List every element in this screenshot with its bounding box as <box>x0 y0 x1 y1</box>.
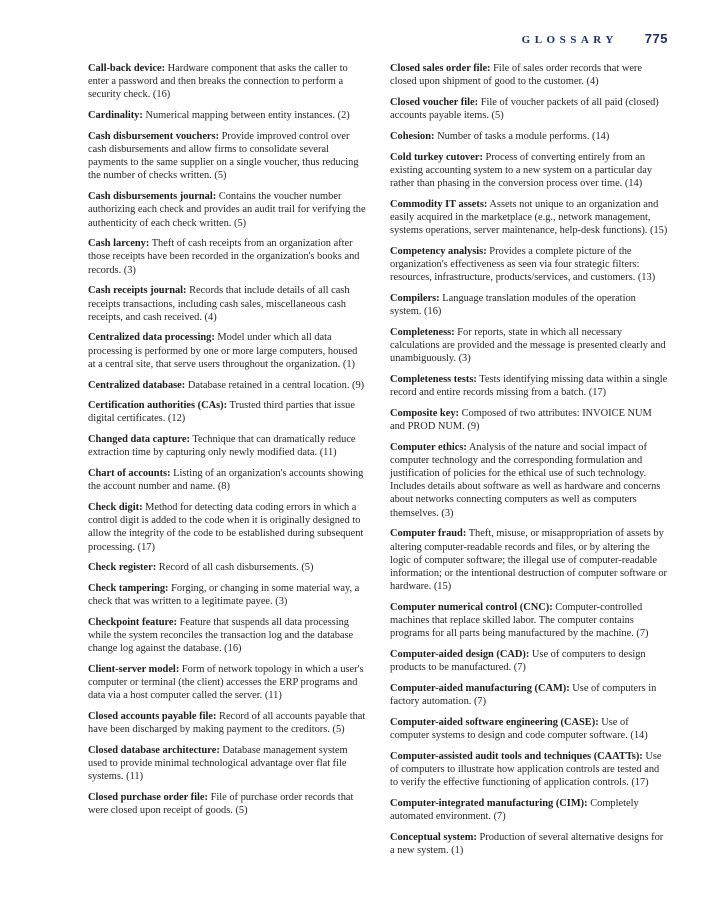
glossary-entry <box>390 750 669 790</box>
glossary-entry <box>88 582 367 608</box>
glossary-entry <box>88 109 367 122</box>
glossary-column-right <box>390 62 669 865</box>
glossary-term: Conceptual system: <box>390 831 477 843</box>
glossary-definition: Theft of cash receipts from an organization after those receipts have been recorded in the organization's books and records. (3) <box>88 238 360 276</box>
glossary-definition: Listing of an organization's accounts showing the account number and name. (8) <box>88 468 364 493</box>
glossary-definition: Forging, or changing in some material way, a check that was written to a legitimate payee. (3) <box>88 583 360 608</box>
glossary-term: Changed data capture: <box>88 434 190 446</box>
running-head <box>88 31 668 46</box>
glossary-entry <box>390 831 669 857</box>
glossary-term: Client-server model: <box>88 664 180 676</box>
glossary-entry <box>88 663 367 703</box>
glossary-definition: Completely automated environment. (7) <box>390 797 639 823</box>
glossary-term: Centralized database: <box>88 379 186 391</box>
glossary-entry <box>390 198 669 238</box>
glossary-entry <box>390 716 669 742</box>
glossary-term: Computer-aided software engineering (CASE): <box>390 716 599 728</box>
glossary-definition: Assets not unique to an organization and easily acquired in the marketplace (e.g., network management, systems operations, server maintenance, help-desk functions). (15) <box>390 198 668 237</box>
glossary-term: Commodity IT assets: <box>390 198 488 210</box>
glossary-entry <box>390 601 669 641</box>
glossary-term: Cold turkey cutover: <box>390 151 483 163</box>
glossary-definition: Provide improved control over cash disbursements and allow firms to consolidate several payments to the same supplier on a single voucher, thus reducing the number of checks written. (5) <box>88 130 359 182</box>
glossary-definition: File of voucher packets of all paid (closed) accounts payable items. (5) <box>390 96 659 122</box>
glossary-entry <box>88 399 367 425</box>
glossary-definition: Form of network topology in which a user's computer or terminal (the client) accesses the ERP programs and data via a host computer called the server. (11) <box>88 664 364 702</box>
glossary-definition: Use of computers in factory automation. (7) <box>390 682 657 708</box>
glossary-term: Check register: <box>88 562 157 574</box>
glossary-term: Cash receipts journal: <box>88 285 187 297</box>
glossary-term: Centralized data processing: <box>88 332 215 344</box>
glossary-definition: Use of computer systems to design and code computer software. (14) <box>390 716 648 742</box>
glossary-definition: Analysis of the nature and social impact of computer technology and the corresponding formulation and justification of policies for the ethical use of such technology. Includes details about software as well as hardware and concerns about networks connecting computers as well as computers themselves. (3) <box>390 441 661 519</box>
glossary-definition: Theft, misuse, or misappropriation of assets by altering computer-readable records and files, or by altering the logic of computer software; the illegal use of computer-readable information; or the intentional destruction of computer software or hardware. (15) <box>390 528 668 593</box>
glossary-term: Computer numerical control (CNC): <box>390 601 553 613</box>
glossary-entry <box>390 373 669 399</box>
glossary-definition: Numerical mapping between entity instances. (2) <box>142 110 350 122</box>
glossary-entry <box>88 237 367 277</box>
glossary-definition: Provides a complete picture of the organization's effectiveness as seen via four strategic filters: resources, infrastructure, products/services, and customers. (13) <box>390 245 656 284</box>
glossary-entry <box>390 527 669 593</box>
glossary-definition: Production of several alternative designs for a new system. (1) <box>390 831 664 856</box>
glossary-definition: Contains the voucher number authorizing each check and provides an audit trail for verifying the authenticity of each check written. (5) <box>88 191 366 229</box>
glossary-entry <box>390 96 669 122</box>
glossary-definition: Method for detecting data coding errors in which a control digit is added to the code when it is originally designed to allow the integrity of the code to be established during subsequent processing. (17) <box>88 501 364 553</box>
glossary-entry <box>88 467 367 493</box>
glossary-definition: Language translation modules of the operation system. (16) <box>390 292 636 318</box>
glossary-term: Cash larceny: <box>88 238 150 250</box>
glossary-term: Computer-aided design (CAD): <box>390 649 530 661</box>
glossary-term: Computer ethics: <box>390 441 467 453</box>
glossary-term: Compilers: <box>390 292 440 304</box>
glossary-definition: File of purchase order records that were closed upon receipt of goods. (5) <box>88 792 354 817</box>
glossary-definition: Use of computers to design products to be manufactured. (7) <box>390 649 646 674</box>
page-number: 775 <box>644 31 668 46</box>
glossary-term: Closed sales order file: <box>390 63 491 74</box>
glossary-entry <box>390 326 669 366</box>
glossary-entry <box>88 791 367 817</box>
glossary-term: Competency analysis: <box>390 245 487 257</box>
glossary-term: Cash disbursements journal: <box>88 191 217 203</box>
glossary-entry <box>88 616 367 656</box>
glossary-term: Check digit: <box>88 501 143 513</box>
glossary-entry <box>390 292 669 318</box>
glossary-entry <box>390 648 669 674</box>
glossary-term: Closed voucher file: <box>390 96 479 108</box>
glossary-term: Check tampering: <box>88 583 169 594</box>
glossary-term: Closed purchase order file: <box>88 792 208 804</box>
glossary-definition: Model under which all data processing is performed by one or more large computers, housed at a central site, that serve users throughout the organization. (1) <box>88 332 358 370</box>
glossary-term: Composite key: <box>390 407 459 419</box>
glossary-term: Computer fraud: <box>390 528 467 540</box>
glossary-definition: Number of tasks a module performs. (14) <box>434 130 610 142</box>
glossary-entry <box>390 62 669 88</box>
glossary-entry <box>390 797 669 823</box>
glossary-columns <box>88 62 669 865</box>
glossary-definition: Records that include details of all cash receipts transactions, including cash sales, miscellaneous cash receipts, and cash received. (4) <box>88 285 350 323</box>
glossary-definition: Tests identifying missing data within a single record and entire records missing from a batch. (17) <box>390 373 668 399</box>
glossary-term: Computer-aided manufacturing (CAM): <box>390 682 570 694</box>
glossary-entry <box>88 710 367 736</box>
glossary-entry <box>390 130 669 143</box>
glossary-entry <box>88 433 367 459</box>
glossary-definition: Record of all cash disbursements. (5) <box>156 562 314 574</box>
glossary-term: Computer-assisted audit tools and techniques (CAATTs): <box>390 750 643 762</box>
glossary-term: Cash disbursement vouchers: <box>88 130 220 142</box>
glossary-entry <box>88 130 367 183</box>
glossary-term: Cardinality: <box>88 110 143 122</box>
glossary-term: Closed database architecture: <box>88 745 220 757</box>
glossary-definition: Composed of two attributes: INVOICE NUM and PROD NUM. (9) <box>390 407 652 432</box>
glossary-entry <box>88 331 367 371</box>
glossary-definition: Database retained in a central location. (9) <box>185 379 365 391</box>
glossary-definition: Database management system used to provide minimal technological advantage over flat file systems. (11) <box>88 745 348 783</box>
glossary-definition: Technique that can dramatically reduce extraction time by capturing only newly modified data. (11) <box>88 434 356 459</box>
glossary-term: Certification authorities (CAs): <box>88 400 228 412</box>
glossary-term: Chart of accounts: <box>88 468 171 480</box>
glossary-definition: Computer-controlled machines that replace skilled labor. The computer contains programs for all parts being manufactured by the machine. (7) <box>390 601 649 640</box>
glossary-definition: For reports, state in which all necessary calculations are provided and the message is presented clearly and unambiguously. (3) <box>390 326 666 365</box>
glossary-term: Closed accounts payable file: <box>88 711 217 723</box>
glossary-entry <box>88 379 367 392</box>
glossary-definition: Process of converting entirely from an existing accounting system to a new system on a particular day rather than phasing in the conversion process over time. (14) <box>390 151 653 189</box>
glossary-term: Checkpoint feature: <box>88 616 177 628</box>
glossary-term: Completeness: <box>390 326 455 338</box>
glossary-term: Computer-integrated manufacturing (CIM): <box>390 797 588 809</box>
glossary-entry <box>88 561 367 574</box>
glossary-entry <box>88 62 367 102</box>
glossary-definition: Use of computers to illustrate how application controls are tested and to verify the effective functioning of application controls. (17) <box>390 750 662 789</box>
glossary-entry <box>390 151 669 191</box>
glossary-entry <box>390 682 669 708</box>
glossary-term: Call-back device: <box>88 63 166 74</box>
page-title: GLOSSARY <box>521 34 618 46</box>
glossary-column-left <box>88 62 367 865</box>
glossary-entry <box>88 501 367 554</box>
glossary-definition: File of sales order records that were closed upon shipment of good to the customer. (4) <box>390 63 643 88</box>
glossary-definition: Record of all accounts payable that have been discharged by making payment to the creditors. (5) <box>88 711 366 736</box>
glossary-definition: Feature that suspends all data processing while the system reconciles the transaction log and the database change log against the database. (16) <box>88 616 354 655</box>
glossary-entry <box>88 284 367 324</box>
glossary-entry <box>390 407 669 433</box>
glossary-entry <box>88 190 367 230</box>
glossary-definition: Hardware component that asks the caller to enter a password and then breaks the connection to perform a security check. (16) <box>88 63 348 101</box>
glossary-entry <box>88 744 367 784</box>
glossary-definition: Trusted third parties that issue digital certificates. (12) <box>88 400 355 425</box>
glossary-term: Completeness tests: <box>390 373 477 385</box>
glossary-entry <box>390 245 669 285</box>
glossary-entry <box>390 441 669 520</box>
glossary-term: Cohesion: <box>390 130 435 142</box>
